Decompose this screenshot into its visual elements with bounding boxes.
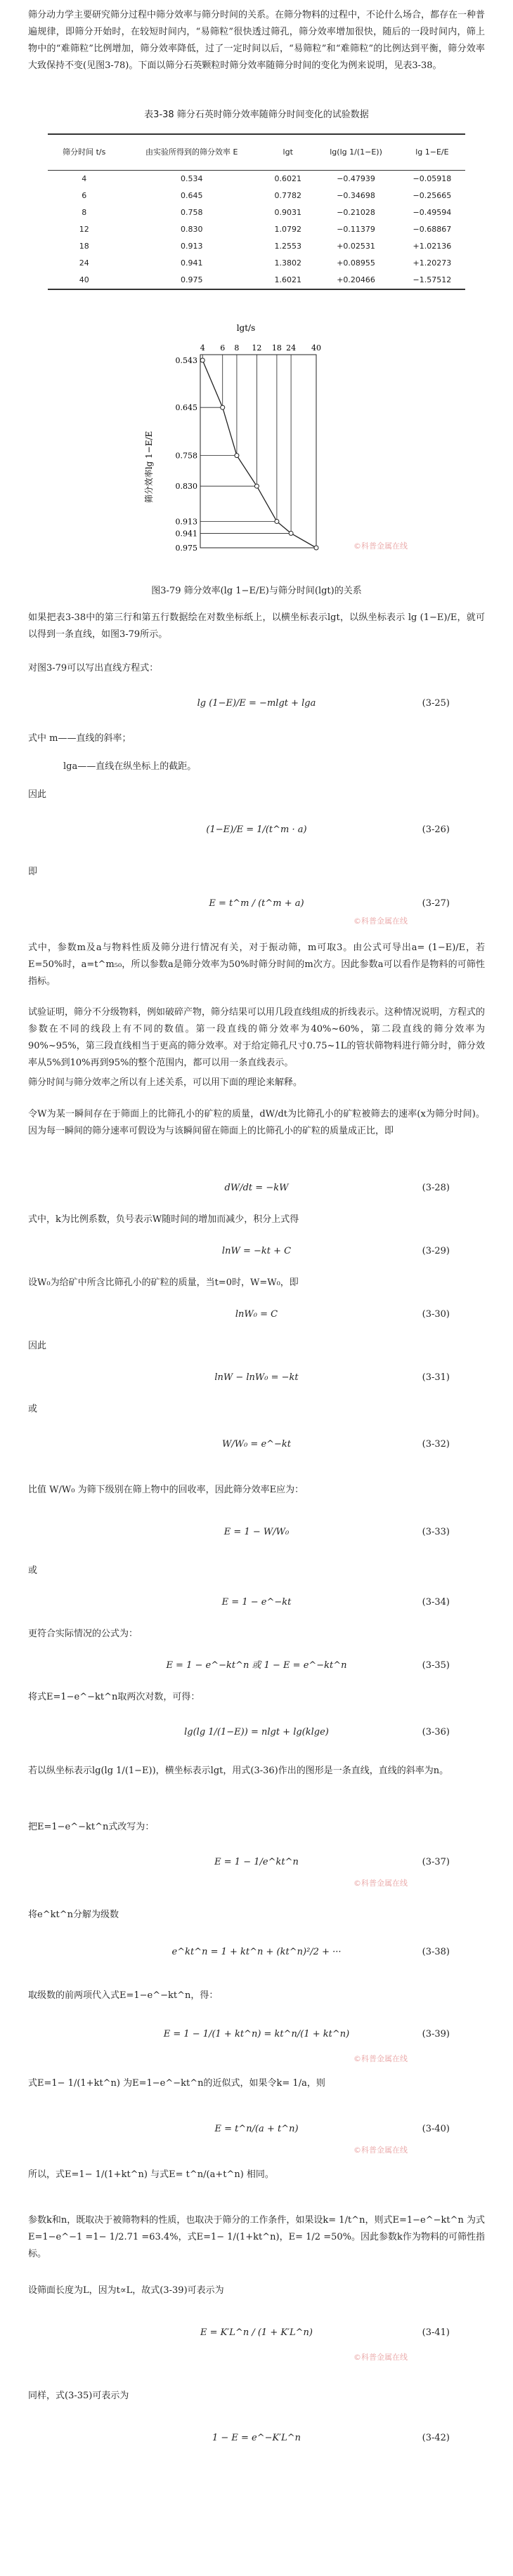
table-cell: 0.758 — [181, 208, 203, 217]
equation-3-41: E = K′L^n / (1 + K′L^n) — [200, 2327, 313, 2338]
table-cell: −0.05918 — [413, 174, 452, 183]
data-point — [254, 484, 259, 488]
table-row — [48, 171, 465, 188]
table-header: 筛分时间 t/s — [63, 147, 106, 157]
x-tick-label: 18 — [271, 343, 282, 353]
equation-3-33: E = 1 − W/W₀ — [223, 1527, 290, 1537]
table-row — [48, 255, 465, 272]
paragraph: 或 — [28, 1565, 38, 1576]
watermark: ©科普金属在线 — [353, 916, 408, 926]
paragraph: 因此 — [28, 1341, 47, 1351]
table-cell: −0.21028 — [337, 208, 375, 217]
watermark: ©科普金属在线 — [353, 2054, 408, 2063]
table-cell: 0.645 — [181, 191, 203, 200]
y-tick-label: 0.543 — [175, 356, 197, 365]
table-header: lg 1−E/E — [415, 147, 449, 157]
equation-3-27: E = t^m / (t^m + a) — [209, 898, 304, 909]
paragraph: lga——直线在纵坐标上的截距。 — [63, 761, 197, 772]
data-point — [314, 546, 318, 550]
table-cell: 12 — [79, 225, 89, 234]
equation-number: (3-39) — [422, 2029, 450, 2039]
table-cell: 1.3802 — [274, 258, 301, 268]
table-row — [48, 221, 465, 238]
paragraph: 式E=1− 1/(1+kt^n) 为E=1−e^−kt^n的近似式，如果令k= 1/a，则 — [28, 2078, 325, 2089]
table-cell: 8 — [82, 208, 87, 217]
table-cell: 0.534 — [181, 174, 203, 183]
y-tick-label: 0.975 — [175, 544, 197, 553]
equation-number: (3-41) — [422, 2327, 450, 2338]
equation-3-39: E = 1 − 1/(1 + kt^n) = kt^n/(1 + kt^n) — [163, 2029, 350, 2039]
x-tick-label: 40 — [311, 343, 321, 353]
equation-number: (3-29) — [422, 1246, 450, 1256]
table-cell: +0.20466 — [337, 275, 375, 284]
data-point — [289, 531, 293, 535]
equation-number: (3-31) — [422, 1372, 450, 1383]
table-row — [48, 188, 465, 204]
table-cell: 1.0792 — [274, 225, 301, 234]
table-header: lgt — [283, 147, 293, 157]
paragraph: 即 — [28, 867, 38, 877]
equation-number: (3-33) — [422, 1527, 450, 1537]
table-row — [48, 272, 465, 289]
table-cell: +0.08955 — [337, 258, 375, 268]
equation-number: (3-35) — [422, 1660, 450, 1671]
equation-3-29: lnW = −kt + C — [221, 1246, 292, 1256]
paragraph: 把E=1−e^−kt^n式改写为： — [28, 1822, 155, 1832]
table-cell: 4 — [82, 174, 87, 183]
equation-number: (3-30) — [422, 1309, 450, 1320]
y-tick-label: 0.830 — [175, 482, 197, 492]
y-tick-label: 0.758 — [175, 451, 197, 461]
equation-3-32: W/W₀ = e^−kt — [221, 1439, 292, 1450]
paragraph: 所以，式E=1− 1/(1+kt^n) 与式E= t^n/(a+t^n) 相同。 — [28, 2169, 274, 2180]
table-cell: 0.975 — [181, 275, 203, 284]
data-point — [235, 454, 239, 458]
x-tick-label: 24 — [286, 343, 297, 353]
chart-caption: 图3-79 筛分效率(lg 1−E/E)与筛分时间(lgt)的关系 — [151, 586, 362, 596]
equation-3-25: lg (1−E)/E = −mlgt + lga — [197, 698, 316, 709]
x-axis-label: lgt/s — [236, 323, 256, 333]
y-tick-label: 0.913 — [175, 517, 197, 527]
paragraph: 比值 W/W₀ 为筛下级别在筛上物中的回收率，因此筛分效率E应为： — [28, 1485, 304, 1495]
paragraph: 筛分时间与筛分效率之所以有上述关系，可以用下面的理论来解释。 — [28, 1077, 303, 1088]
table-header: 由实验所得到的筛分效率 E — [145, 147, 238, 157]
table-cell: 24 — [79, 258, 89, 268]
y-tick-label: 0.645 — [175, 403, 197, 413]
data-point — [275, 519, 279, 523]
data-point — [200, 358, 204, 362]
table-cell: −0.68867 — [413, 225, 452, 234]
table-cell: 0.6021 — [274, 174, 301, 183]
equation-3-28: dW/dt = −kW — [224, 1183, 289, 1193]
table-cell: 6 — [82, 191, 87, 200]
y-tick-label: 0.941 — [175, 529, 197, 539]
equation-3-38: e^kt^n = 1 + kt^n + (kt^n)²/2 + ··· — [171, 1947, 342, 1957]
equation-3-26: (1−E)/E = 1/(t^m · a) — [206, 824, 307, 835]
paragraph: 或 — [28, 1404, 38, 1414]
equation-number: (3-34) — [422, 1597, 450, 1608]
paragraph: 设筛面长度为L，因为t∝L，故式(3-39)可表示为 — [28, 2285, 224, 2296]
paragraph: 若以纵坐标表示lg(lg 1/(1−E))，横坐标表示lgt，用式(3-36)作出的图形是一条直线，直线的斜率为n。 — [28, 1766, 449, 1776]
paragraph: 式中，k为比例系数，负号表示W随时间的增加而减少，积分上式得 — [28, 1214, 299, 1225]
paragraph: 将e^kt^n分解为级数 — [28, 1910, 119, 1920]
table-cell: −1.57512 — [413, 275, 452, 284]
equation-3-35: E = 1 − e^−kt^n 或 1 − E = e^−kt^n — [166, 1660, 347, 1671]
data-table — [48, 133, 465, 290]
table-cell: +1.20273 — [413, 258, 452, 268]
equation-number: (3-28) — [422, 1183, 450, 1193]
table-cell: 1.2553 — [274, 242, 301, 251]
table-cell: 18 — [79, 242, 89, 251]
table-header-row — [48, 134, 465, 171]
equation-3-36: lg(lg 1/(1−E)) = nlgt + lg(klge) — [184, 1727, 329, 1737]
plot-frame — [200, 355, 316, 548]
table-cell: −0.11379 — [337, 225, 375, 234]
watermark: ©科普金属在线 — [353, 2353, 408, 2362]
table-cell: +0.02531 — [337, 242, 375, 251]
paragraph: 更符合实际情况的公式为： — [28, 1629, 138, 1639]
y-axis-label: 筛分效率lg 1−E/E — [144, 431, 154, 504]
equation-number: (3-40) — [422, 2124, 450, 2134]
paragraph: 因此 — [28, 789, 47, 800]
equation-3-31: lnW − lnW₀ = −kt — [214, 1372, 299, 1383]
table-row — [48, 204, 465, 221]
equation-number: (3-27) — [422, 898, 450, 909]
table-cell: 0.830 — [181, 225, 203, 234]
paragraph: 如果把表3-38中的第三行和第五行数据绘在对数坐标纸上，以横坐标表示lgt，以纵坐标表示 lg (1−E)/E，就可以得到一条直线，如图3-79所示。 — [28, 612, 485, 640]
watermark: ©科普金属在线 — [353, 2145, 408, 2155]
paragraph: 式中，参数m及a与物料性质及筛分进行情况有关，对于振动筛，m可取3。由公式可导出a= (1−E)/E，若E=50%时，a=t^m₅₀，所以参数a是筛分效率为50%时筛分时间的m次方。因此参数a可以看作是物料的可筛性指标。 — [28, 942, 485, 987]
equation-3-42: 1 − E = e^−K′L^n — [212, 2433, 301, 2443]
table-cell: −0.49594 — [413, 208, 452, 217]
table-cell: −0.25665 — [413, 191, 452, 200]
paragraph: 将式E=1−e^−kt^n取两次对数，可得： — [28, 1692, 200, 1702]
table-row — [48, 238, 465, 255]
paragraph: 式中 m——直线的斜率； — [28, 733, 131, 744]
equation-number: (3-25) — [422, 698, 450, 709]
equation-3-40: E = t^n/(a + t^n) — [214, 2124, 299, 2134]
equation-3-30: lnW₀ = C — [235, 1309, 278, 1320]
equation-number: (3-42) — [422, 2433, 450, 2443]
efficiency-chart — [141, 320, 351, 579]
x-tick-label: 6 — [220, 343, 226, 353]
equation-3-34: E = 1 − e^−kt — [221, 1597, 292, 1608]
table-cell: −0.34698 — [337, 191, 375, 200]
watermark: ©科普金属在线 — [353, 541, 408, 551]
equation-number: (3-37) — [422, 1857, 450, 1867]
table-cell: 1.6021 — [274, 275, 301, 284]
table-cell: −0.47939 — [337, 174, 375, 183]
series-line — [202, 360, 316, 548]
watermark: ©科普金属在线 — [353, 1879, 408, 1888]
equation-number: (3-32) — [422, 1439, 450, 1450]
x-tick-label: 4 — [200, 343, 205, 353]
x-tick-label: 12 — [252, 343, 262, 353]
paragraph: 设W₀为给矿中所含比筛孔小的矿粒的质量，当t=0时，W=W₀，即 — [28, 1277, 299, 1288]
equation-number: (3-26) — [422, 824, 450, 835]
paragraph: 取级数的前两项代入式E=1−e^−kt^n，得： — [28, 1990, 219, 2001]
x-tick-label: 8 — [234, 343, 240, 353]
table-cell: 0.913 — [181, 242, 203, 251]
paragraph: 试验证明，筛分不分级物料，例如破碎产物，筛分结果可以用几段直线组成的折线表示。这种情况说明，方程式的参数在不同的线段上有不同的数值。第一段直线的筛分效率为40%~60%，第二段直线的筛分效率为90%~95%，第三段直线相当于更高的筛分效率。对于给定筛孔尺寸0.75~1L的管状筛物料进行筛分时，筛分效率从5%到10%再到95%的整个范围内，都可以用一条直线表示。 — [28, 1007, 486, 1068]
paragraph: 对图3-79可以写出直线方程式： — [28, 663, 159, 673]
paragraph: 参数k和n，既取决于被筛物料的性质，也取决于筛分的工作条件，如果设k= 1/t^n，则式E=1−e^−kt^n 为式E=1−e^−1 =1− 1/2.71 =63.4%，式E=1− 1/(1+kt^n)，E= 1/2 =50%。因此参数k作为物料的可筛性指标。 — [28, 2215, 485, 2259]
table-cell: 0.941 — [181, 258, 203, 268]
table-cell: 40 — [79, 275, 89, 284]
paragraph: 令W为某一瞬间存在于筛面上的比筛孔小的矿粒的质量，dW/dt为比筛孔小的矿粒被筛去的速率(x为筛分时间)。因为每一瞬间的筛分速率可假设为与该瞬间留在筛面上的比筛孔小的矿粒的质量成正比，即 — [28, 1109, 485, 1136]
data-point — [221, 405, 225, 409]
table-cell: 0.9031 — [274, 208, 301, 217]
table-cell: 0.7782 — [274, 191, 301, 200]
table-caption: 表3-38 筛分石英时筛分效率随筛分时间变化的试验数据 — [144, 110, 369, 120]
intro-paragraph: 筛分动力学主要研究筛分过程中筛分效率与筛分时间的关系。在筛分物料的过程中，不论什么场合，都存在一种普遍规律，即筛分开始时，在较短时间内，“易筛粒”很快透过筛孔，筛分效率增加很快，随后的一段时间内，筛上物中的“难筛粒”比例增加，筛分效率降低，过了一定时间以后，“易筛粒”和“难筛粒”的比例达到平衡，筛分效率大致保持不变(见图3-78)。下面以筛分石英颗粒时筛分效率随筛分时间的变化为例来说明，见表3-38。 — [28, 10, 486, 71]
table-header: lg(lg 1/(1−E)) — [330, 147, 382, 157]
equation-number: (3-38) — [422, 1947, 450, 1957]
paragraph: 同样，式(3-35)可表示为 — [28, 2391, 129, 2401]
equation-number: (3-36) — [422, 1727, 450, 1737]
equation-3-37: E = 1 − 1/e^kt^n — [214, 1857, 299, 1867]
table-cell: +1.02136 — [413, 242, 452, 251]
